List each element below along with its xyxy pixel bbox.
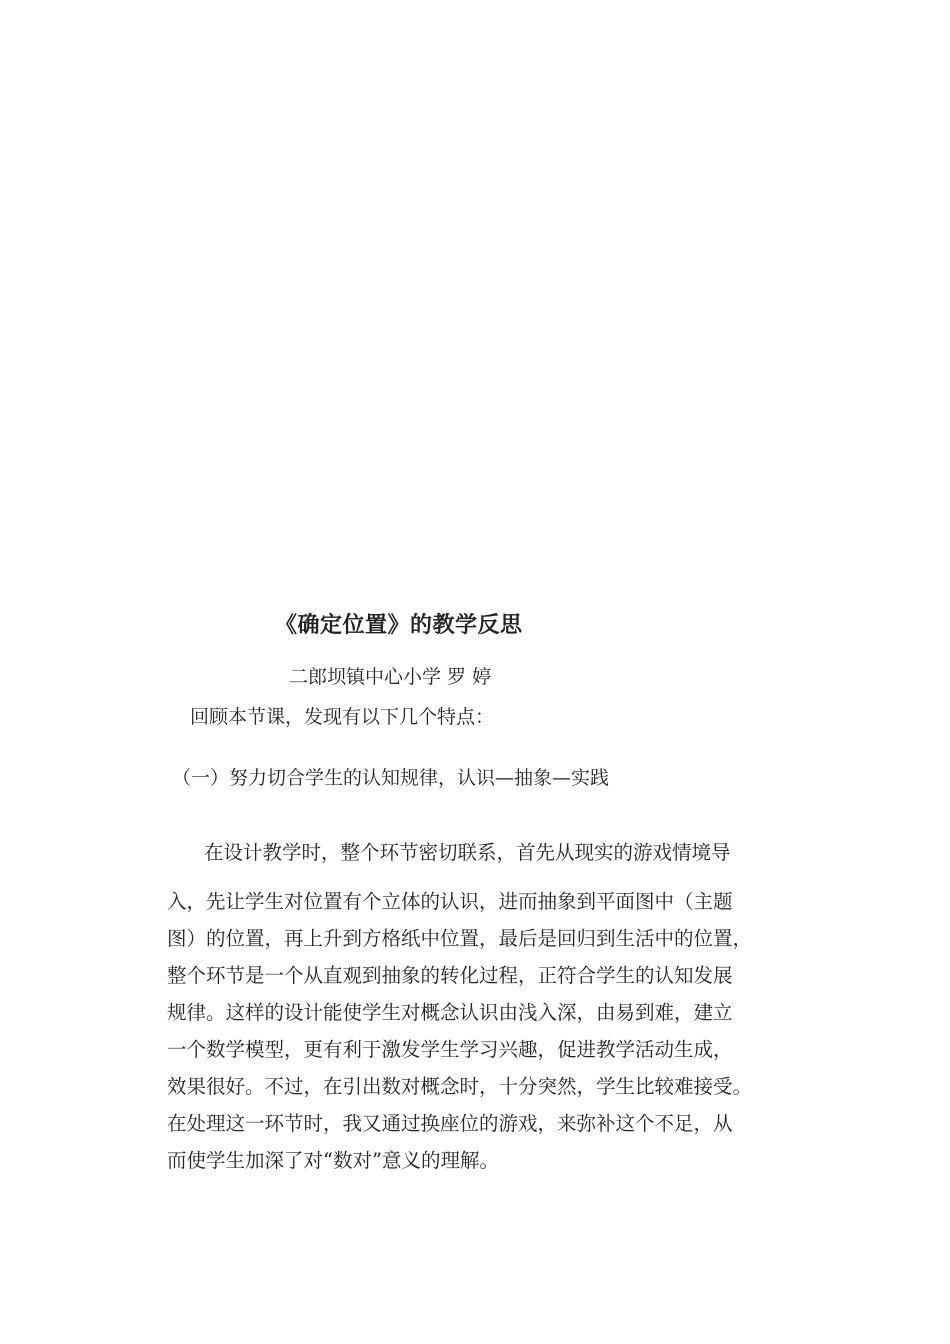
paragraph-line: 效果很好。不过，在引出数对概念时，十分突然，学生比较难接受。 xyxy=(167,1075,753,1098)
paragraph-line: 一个数学模型，更有利于激发学生学习兴趣，促进教学活动生成， xyxy=(167,1038,733,1061)
paragraph-line: 入，先让学生对位置有个立体的认识，进而抽象到平面图中（主题 xyxy=(167,890,733,913)
section-heading: （一）努力切合学生的认知规律，认识—抽象—实践 xyxy=(172,767,610,789)
paragraph-line: 而使学生加深了对“数对”意义的理解。 xyxy=(167,1149,499,1172)
paragraph-line: 在设计教学时，整个环节密切联系，首先从现实的游戏情境导 xyxy=(204,841,731,864)
intro-text: 回顾本节课，发现有以下几个特点： xyxy=(190,706,495,728)
author-line: 二郎坝镇中心小学 罗 婷 xyxy=(289,666,492,688)
paragraph-line: 规律。这样的设计能使学生对概念认识由浅入深，由易到难，建立 xyxy=(167,1001,733,1024)
paragraph-line: 在处理这一环节时，我又通过换座位的游戏，来弥补这个不足，从 xyxy=(167,1112,733,1135)
document-title: 《确定位置》的教学反思 xyxy=(275,613,523,638)
paragraph-line: 图）的位置，再上升到方格纸中位置，最后是回归到生活中的位置， xyxy=(167,927,753,950)
paragraph-line: 整个环节是一个从直观到抽象的转化过程，正符合学生的认知发展 xyxy=(167,964,733,987)
